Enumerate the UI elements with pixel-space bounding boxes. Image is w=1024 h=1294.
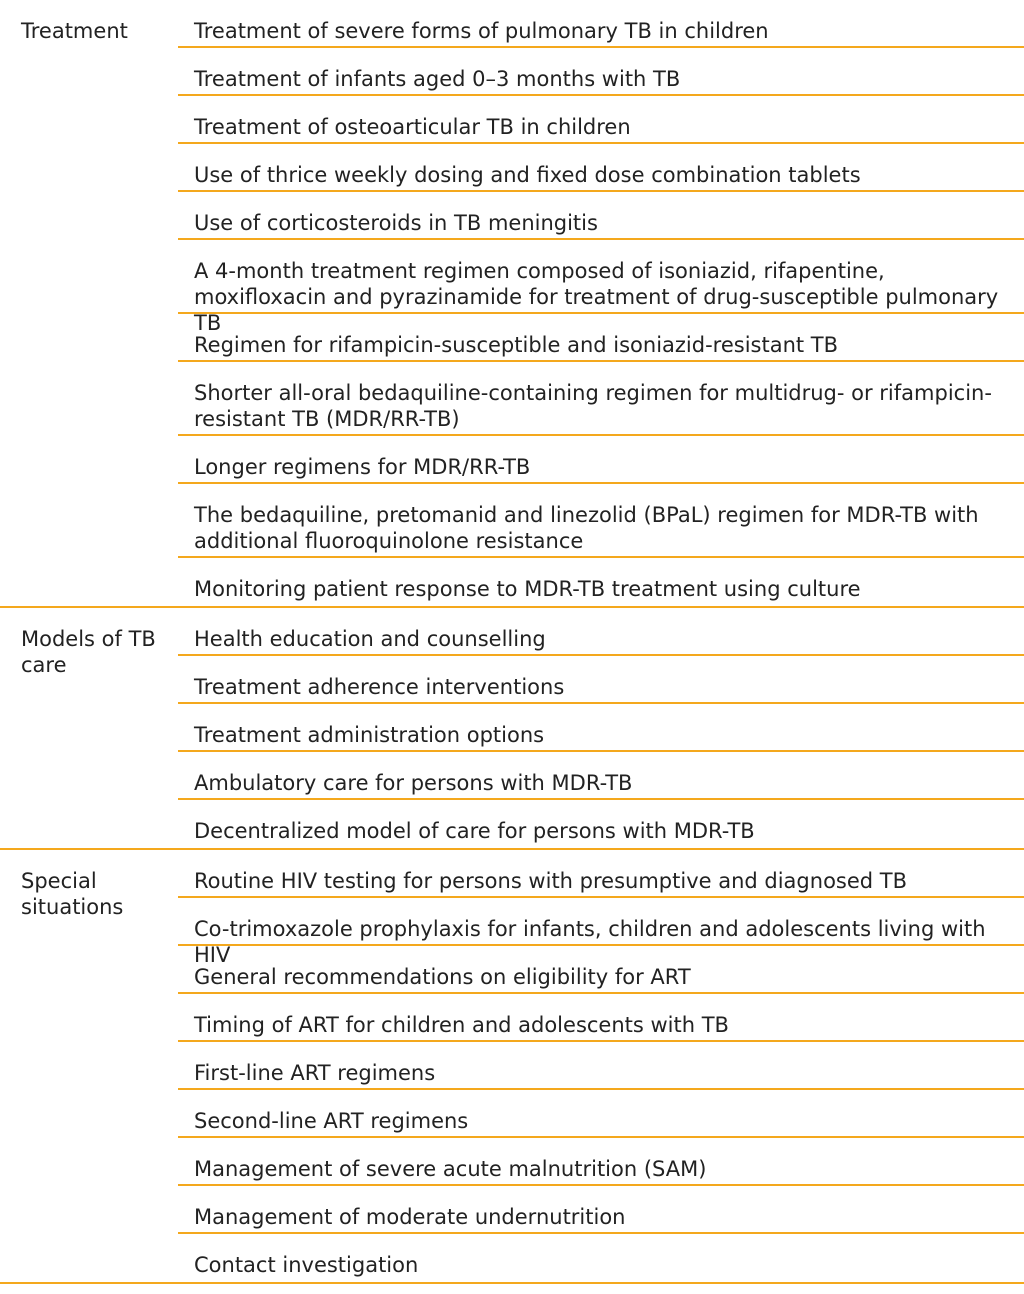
table-row: First-line ART regimens bbox=[178, 1042, 1024, 1090]
group-models-of-care bbox=[0, 608, 1024, 850]
table-row: Timing of ART for children and adolescents with TB bbox=[178, 994, 1024, 1042]
table-row: Treatment administration options bbox=[178, 704, 1024, 752]
group-special-situations bbox=[0, 850, 1024, 1284]
table-row: Contact investigation bbox=[194, 1253, 419, 1277]
table-row: A 4-month treatment regimen composed of isoniazid, rifapentine, moxifloxacin and pyrazinamide for treatment of drug-susceptible pulmonary TB bbox=[178, 240, 1024, 314]
table-row: General recommendations on eligibility for ART bbox=[178, 946, 1024, 994]
table-row: Use of thrice weekly dosing and fixed dose combination tablets bbox=[178, 144, 1024, 192]
table-row: Monitoring patient response to MDR-TB treatment using culture bbox=[194, 577, 861, 601]
table-row: Shorter all-oral bedaquiline-containing regimen for multidrug- or rifampicin-resistant TB (MDR/RR-TB) bbox=[178, 362, 1024, 436]
group-items bbox=[178, 850, 1024, 1282]
group-label: Models of TB care bbox=[21, 627, 156, 677]
table-row: Co-trimoxazole prophylaxis for infants, children and adolescents living with HIV bbox=[178, 898, 1024, 946]
group-items bbox=[178, 608, 1024, 848]
table-row: Treatment of osteoarticular TB in children bbox=[178, 96, 1024, 144]
table-row: Use of corticosteroids in TB meningitis bbox=[178, 192, 1024, 240]
group-items bbox=[178, 0, 1024, 606]
group-label: Special situations bbox=[21, 869, 124, 919]
table-row: Health education and counselling bbox=[178, 608, 1024, 656]
table-row: Routine HIV testing for persons with presumptive and diagnosed TB bbox=[178, 850, 1024, 898]
table-row: Decentralized model of care for persons with MDR-TB bbox=[194, 819, 755, 843]
table-row: Treatment adherence interventions bbox=[178, 656, 1024, 704]
group-label: Treatment bbox=[21, 19, 128, 43]
table-row: Management of moderate undernutrition bbox=[178, 1186, 1024, 1234]
table-row: Regimen for rifampicin-susceptible and isoniazid-resistant TB bbox=[178, 314, 1024, 362]
group-treatment bbox=[0, 0, 1024, 608]
table-row: Treatment of infants aged 0–3 months with TB bbox=[178, 48, 1024, 96]
table-row: Treatment of severe forms of pulmonary TB in children bbox=[178, 0, 1024, 48]
table-row: Longer regimens for MDR/RR-TB bbox=[178, 436, 1024, 484]
table-row: Second-line ART regimens bbox=[178, 1090, 1024, 1138]
table-row: The bedaquiline, pretomanid and linezolid (BPaL) regimen for MDR-TB with additional fluoroquinolone resistance bbox=[178, 484, 1024, 558]
table-row: Ambulatory care for persons with MDR-TB bbox=[178, 752, 1024, 800]
table-row: Management of severe acute malnutrition (SAM) bbox=[178, 1138, 1024, 1186]
